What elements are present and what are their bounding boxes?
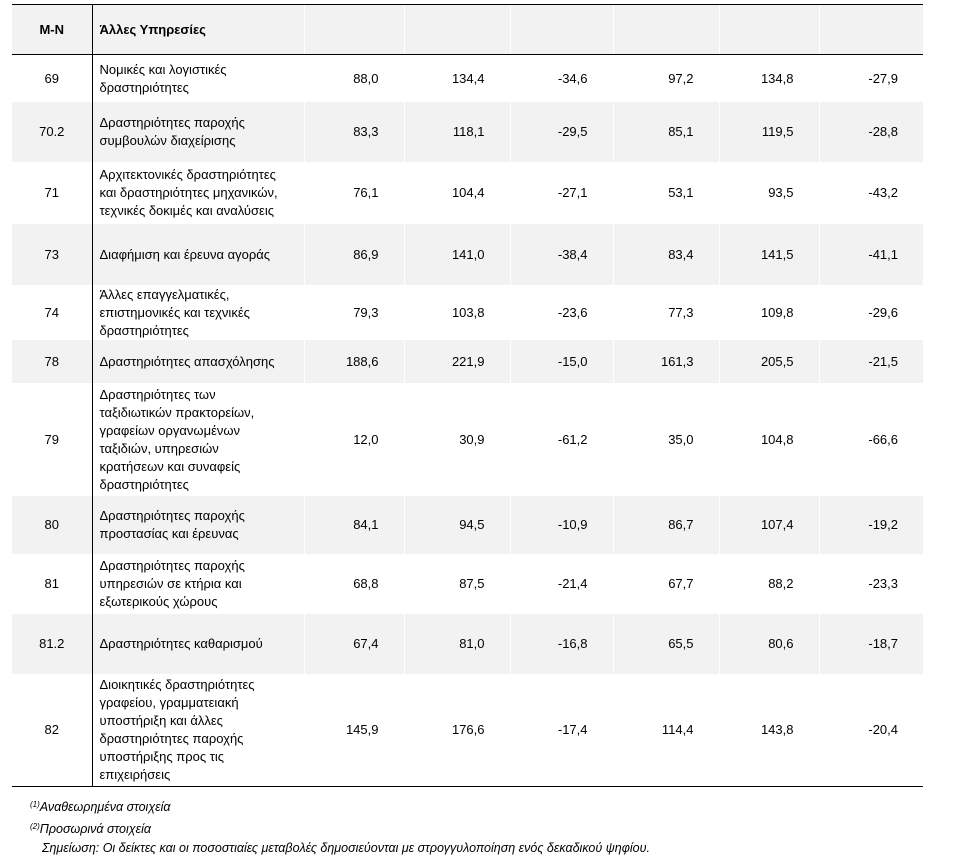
- value-cell: -16,8: [510, 614, 613, 674]
- value-cell: 97,2: [613, 55, 719, 103]
- value-cell: -28,8: [819, 102, 923, 162]
- activity-description: Άλλες επαγγελματικές, επιστημονικές και τεχνικές δραστηριότητες: [99, 286, 250, 338]
- value-cell: 35,0: [613, 383, 719, 496]
- header-empty-cell: [510, 5, 613, 55]
- activity-description: Δραστηριότητες απασχόλησης: [92, 340, 304, 383]
- table-row: [12, 102, 923, 162]
- activity-description: Αρχιτεκτονικές δραστηριότητες και δραστηριότητες μηχανικών, τεχνικές δοκιμές και αναλύσεις: [99, 167, 278, 218]
- activity-description: Διαφήμιση και έρευνα αγοράς: [92, 224, 304, 285]
- value-cell: 88,0: [304, 55, 404, 103]
- value-cell: -29,6: [819, 285, 923, 340]
- table-row: [12, 383, 923, 496]
- footnote-1-mark: (1): [30, 800, 40, 809]
- value-cell: -43,2: [819, 162, 923, 224]
- value-cell: -61,2: [510, 383, 613, 496]
- activity-description: Δραστηριότητες καθαρισμού: [92, 614, 304, 674]
- header-empty-cell: [404, 5, 510, 55]
- table-row: [12, 224, 923, 285]
- value-cell: 81,0: [404, 614, 510, 674]
- value-cell: 83,3: [304, 102, 404, 162]
- value-cell: 119,5: [719, 102, 819, 162]
- value-cell: -27,1: [510, 162, 613, 224]
- value-cell: 93,5: [719, 162, 819, 224]
- value-cell: 176,6: [404, 674, 510, 787]
- value-cell: 143,8: [719, 674, 819, 787]
- value-cell: 104,4: [404, 162, 510, 224]
- value-cell: -17,4: [510, 674, 613, 787]
- table-row: [12, 340, 923, 383]
- value-cell: 53,1: [613, 162, 719, 224]
- value-cell: -15,0: [510, 340, 613, 383]
- footnote-2-mark: (2): [30, 822, 40, 831]
- footnotes: [30, 795, 650, 858]
- footnote-1: [30, 795, 650, 817]
- value-cell: 67,4: [304, 614, 404, 674]
- value-cell: -34,6: [510, 55, 613, 103]
- value-cell: 12,0: [304, 383, 404, 496]
- header-title: Άλλες Υπηρεσίες: [92, 5, 304, 55]
- activity-code: 70.2: [12, 102, 92, 162]
- value-cell: -41,1: [819, 224, 923, 285]
- value-cell: 76,1: [304, 162, 404, 224]
- value-cell: 30,9: [404, 383, 510, 496]
- header-empty-cell: [719, 5, 819, 55]
- value-cell: 77,3: [613, 285, 719, 340]
- value-cell: -19,2: [819, 496, 923, 554]
- value-cell: 188,6: [304, 340, 404, 383]
- services-index-table: [12, 4, 923, 787]
- table-row: [12, 614, 923, 674]
- header-code: Μ-Ν: [12, 5, 92, 55]
- value-cell: 221,9: [404, 340, 510, 383]
- value-cell: 80,6: [719, 614, 819, 674]
- activity-code: 73: [12, 224, 92, 285]
- activity-code: 80: [12, 496, 92, 554]
- value-cell: 141,0: [404, 224, 510, 285]
- value-cell: -20,4: [819, 674, 923, 787]
- table-header-row: [12, 5, 923, 55]
- value-cell: -21,5: [819, 340, 923, 383]
- table-row: [12, 554, 923, 614]
- value-cell: 205,5: [719, 340, 819, 383]
- value-cell: 65,5: [613, 614, 719, 674]
- value-cell: -21,4: [510, 554, 613, 614]
- activity-description: Δραστηριότητες παροχής συμβουλών διαχείρισης: [92, 102, 304, 162]
- value-cell: 88,2: [719, 554, 819, 614]
- value-cell: -66,6: [819, 383, 923, 496]
- value-cell: 87,5: [404, 554, 510, 614]
- table-row: [12, 496, 923, 554]
- value-cell: -23,3: [819, 554, 923, 614]
- activity-code: 79: [12, 383, 92, 496]
- footnote-2: [30, 817, 650, 839]
- header-empty-cell: [819, 5, 923, 55]
- activity-code: 82: [12, 674, 92, 787]
- value-cell: 107,4: [719, 496, 819, 554]
- value-cell: 145,9: [304, 674, 404, 787]
- value-cell: 67,7: [613, 554, 719, 614]
- footnote-2-text: Προσωρινά στοιχεία: [39, 822, 151, 836]
- footnote-1-text: Αναθεωρημένα στοιχεία: [39, 800, 171, 814]
- value-cell: 114,4: [613, 674, 719, 787]
- value-cell: 134,8: [719, 55, 819, 103]
- value-cell: 103,8: [404, 285, 510, 340]
- value-cell: 86,9: [304, 224, 404, 285]
- value-cell: 161,3: [613, 340, 719, 383]
- activity-code: 81.2: [12, 614, 92, 674]
- value-cell: -29,5: [510, 102, 613, 162]
- activity-description: Δραστηριότητες των ταξιδιωτικών πρακτορείων, γραφείων οργανωμένων ταξιδιών, υπηρεσιών κρατήσεων και συναφείς δραστηριότητες: [99, 386, 255, 492]
- activity-code: 81: [12, 554, 92, 614]
- value-cell: 109,8: [719, 285, 819, 340]
- header-empty-cell: [613, 5, 719, 55]
- value-cell: -23,6: [510, 285, 613, 340]
- value-cell: 83,4: [613, 224, 719, 285]
- value-cell: 134,4: [404, 55, 510, 103]
- activity-code: 69: [12, 55, 92, 103]
- value-cell: 68,8: [304, 554, 404, 614]
- value-cell: 141,5: [719, 224, 819, 285]
- activity-code: 71: [12, 162, 92, 224]
- activity-description: Διοικητικές δραστηριότητες γραφείου, γραμματειακή υποστήριξη και άλλες δραστηριότητες παροχής υποστήριξης προς τις επιχειρήσεις: [92, 674, 304, 787]
- value-cell: 104,8: [719, 383, 819, 496]
- value-cell: -27,9: [819, 55, 923, 103]
- table-row: [12, 285, 923, 340]
- activity-code: 78: [12, 340, 92, 383]
- value-cell: -18,7: [819, 614, 923, 674]
- activity-description: Νομικές και λογιστικές δραστηριότητες: [99, 61, 227, 95]
- value-cell: -10,9: [510, 496, 613, 554]
- value-cell: 84,1: [304, 496, 404, 554]
- table-row: [12, 162, 923, 224]
- header-empty-cell: [304, 5, 404, 55]
- value-cell: 94,5: [404, 496, 510, 554]
- table-row: [12, 55, 923, 103]
- value-cell: -38,4: [510, 224, 613, 285]
- value-cell: 85,1: [613, 102, 719, 162]
- activity-description: Δραστηριότητες παροχής υπηρεσιών σε κτήρια και εξωτερικούς χώρους: [99, 558, 245, 609]
- value-cell: 118,1: [404, 102, 510, 162]
- activity-description: Δραστηριότητες παροχής προστασίας και έρευνας: [92, 496, 304, 554]
- activity-code: 74: [12, 285, 92, 340]
- rounding-note: Σημείωση: Οι δείκτες και οι ποσοστιαίες μεταβολές δημοσιεύονται με στρογγυλοποίηση ενός δεκαδικού ψηφίου.: [42, 841, 650, 855]
- value-cell: 79,3: [304, 285, 404, 340]
- value-cell: 86,7: [613, 496, 719, 554]
- table-row: [12, 674, 923, 787]
